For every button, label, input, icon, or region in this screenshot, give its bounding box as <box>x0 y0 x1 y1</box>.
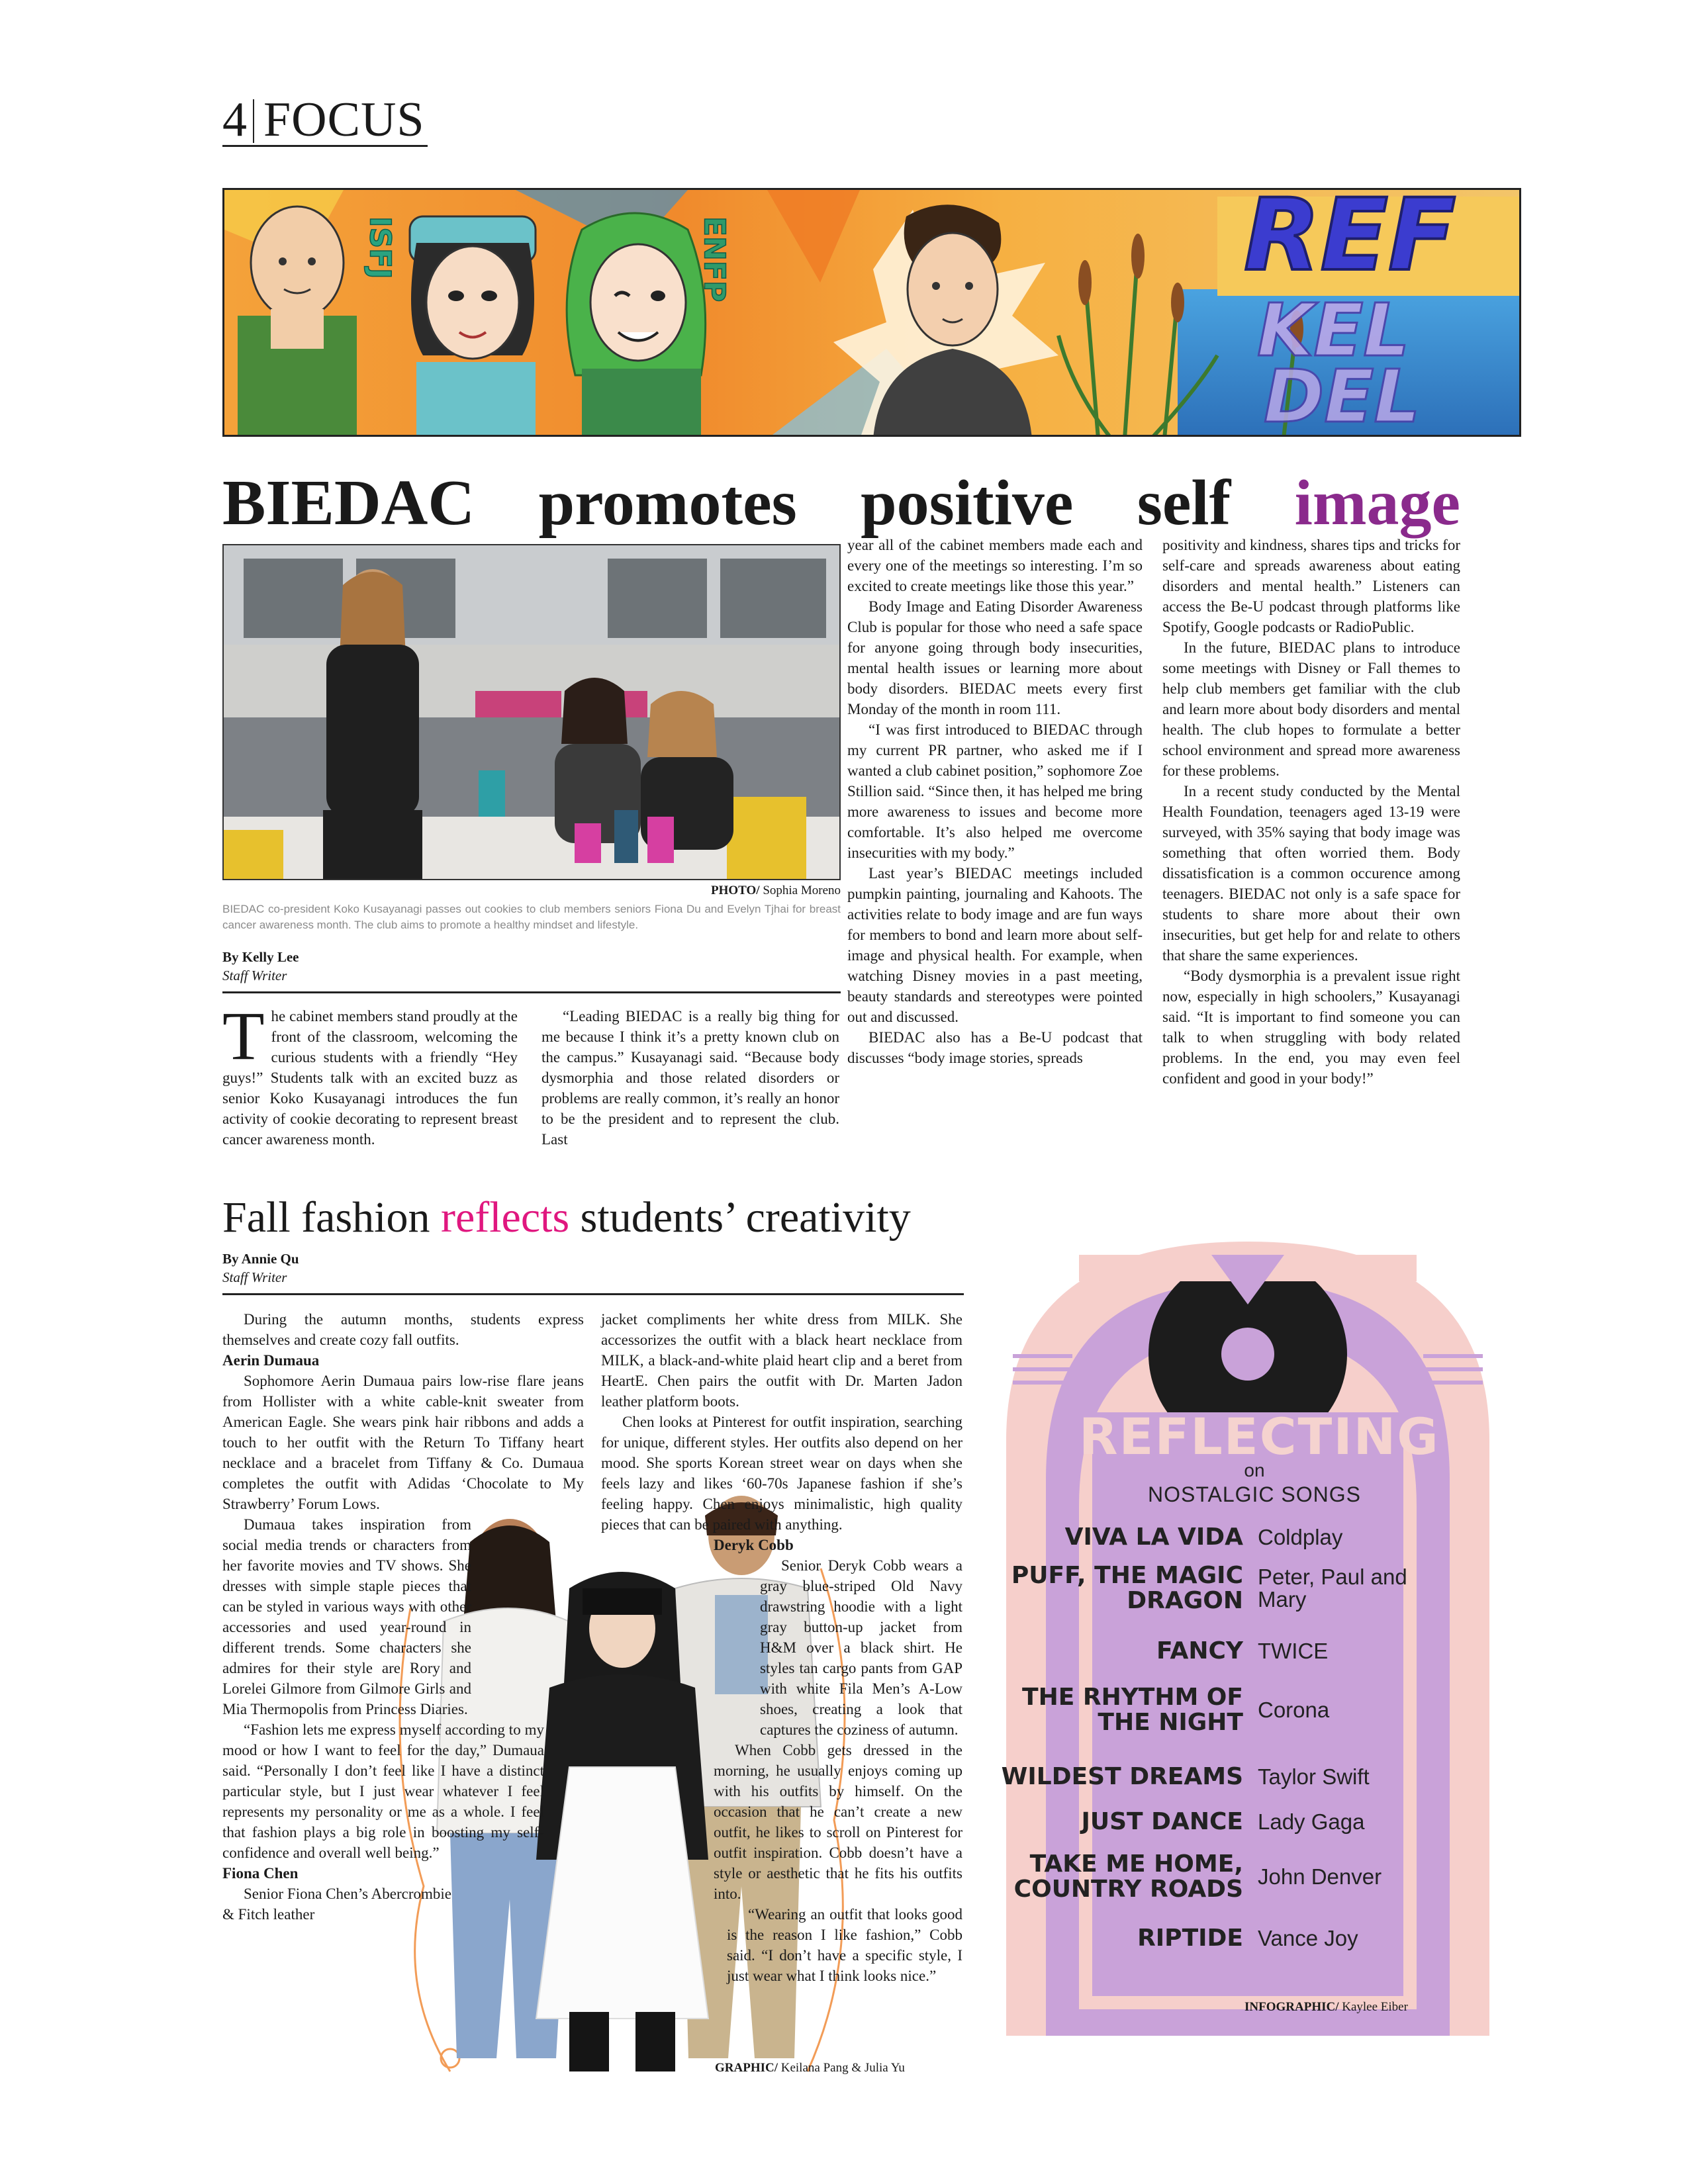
song-title: VIVA LA VIDA <box>1064 1524 1243 1551</box>
headline-word: self <box>1137 467 1231 539</box>
graphic-credit: GRAPHIC/ Keilana Pang & Julia Yu <box>715 2061 905 2075</box>
section-name: FOCUS <box>263 93 425 147</box>
subhead-fiona: Fiona Chen <box>222 1865 299 1882</box>
subhead-deryk: Deryk Cobb <box>714 1537 794 1553</box>
song-artist: Peter, Paul and Mary <box>1258 1565 1407 1612</box>
banner-label-isfj: ISFJ <box>363 216 397 279</box>
photo-credit: PHOTO/ Sophia Moreno <box>711 884 841 897</box>
song-artist: Taylor Swift <box>1258 1764 1370 1789</box>
section-header <box>222 93 428 147</box>
song-title: WILDEST DREAMS <box>1001 1763 1243 1790</box>
article1-column-2: “Leading BIEDAC is a really big thing for me because I think it’s a pretty known club on the campus.” Kusayanagi said. “Because body dysmorphia and those related disorders or problems are really common, it’s really an honor to be the president and to represent the club. Last <box>541 1008 839 1148</box>
article2-column-1: During the autumn months, students express themselves and create cozy fall outfits. Aerin Dumaua Sophomore Aerin Dumaua pairs low-rise flare jeans from Hollister with a white cable-knit sweater from American Eagle. She wears pink hair ribbons and adds a touch to her outfit with the Return To Tiffany heart necklace and a bracelet from Tiffany & Co. Dumaua completes the outfit with Adidas ‘Chocolate to My Strawberry’ Forum Lows. Dumaua takes inspiration from social media trends or characters from her favorite movies and TV shows. She dresses with simple staple pieces that can be styled in various ways with other accessories and used year-round in different trends. Some characters she admires for their style are Rory and Lorelei Gilmore from Gilmore Girls and Mia Thermopolis from Princess Diaries. “Fashion lets me express myself according to my mood or how I want to feel for the day,” Dumaua said. “Personally I don’t feel like I have a distinct particular style, but I just wear whatever I feel represents my personality or me as a whole. I feel that fashion plays a big role in boosting my self-confidence and overall well being.” Fiona Chen Senior Fiona Chen’s Abercrombie & Fitch leather <box>222 1311 584 1923</box>
song-artist: TWICE <box>1258 1639 1329 1663</box>
infographic-subtitle: NOSTALGIC SONGS <box>1147 1482 1361 1506</box>
article1-column-4: positivity and kindness, shares tips and tricks for self-care and spreads awareness about eating disorders and mental health.” Listeners can access the Be-U podcast through platforms like Spotify, Google podcasts or RadioPublic. In the future, BIEDAC plans to introduce some meetings with Disney or Fall themes to help club members get familiar with the club and learn more about body disorders and mental health. The club hopes to formulate a better school environment and spread more awareness for these problems. In a recent study conducted by the Mental Health Foundation, teenagers aged 13-19 were surveyed, with 35% saying that body image was something that often worried them. Body dissatisfication is a common occurence among teenagers. BIEDAC not only is a safe space for students to share more about their own insecurities, but get help for and relate to others that share the same experiences. “Body dysmorphia is a prevalent issue right now, especially in high schoolers,” Kusayanagi said. “It is important to find someone you can talk to when struggling with body related problems. In the end, you may even feel confident and good in your body!” <box>1162 537 1460 1087</box>
byline-name: By Annie Qu <box>222 1251 299 1267</box>
song-title: TAKE ME HOME, COUNTRY ROADS <box>1013 1850 1243 1903</box>
song-artist: Coldplay <box>1258 1525 1343 1549</box>
banner-person-2 <box>410 216 536 437</box>
headline-word: positive <box>861 467 1074 539</box>
song-row <box>993 1639 1503 1664</box>
headline-accent-word: image <box>1294 467 1460 539</box>
song-artist: Lady Gaga <box>1258 1809 1365 1834</box>
song-row <box>993 1563 1503 1614</box>
banner-illustration <box>222 188 1521 437</box>
banner-word-2: KEL <box>1257 288 1410 373</box>
byline-role: Staff Writer <box>222 1269 287 1285</box>
song-title: PUFF, THE MAGIC DRAGON <box>1011 1562 1243 1614</box>
article-photo <box>222 544 841 880</box>
infographic-on: on <box>1244 1460 1265 1480</box>
headline-fall-fashion: Fall fashion reflects students’ creativity <box>222 1193 911 1242</box>
banner-person-1 <box>238 206 357 437</box>
infographic-credit: INFOGRAPHIC/ Kaylee Eiber <box>1244 2000 1408 2014</box>
byline-name: By Kelly Lee <box>222 949 299 965</box>
page-number: 4 <box>222 93 247 147</box>
song-row <box>993 1685 1503 1735</box>
infographic-title: REFLECTING <box>1079 1407 1440 1466</box>
header-divider <box>253 99 254 143</box>
song-artist: John Denver <box>1258 1864 1382 1889</box>
dropcap: T <box>222 998 265 1074</box>
jukebox-infographic <box>993 1242 1503 2036</box>
subhead-aerin: Aerin Dumaua <box>222 1352 320 1369</box>
song-row <box>993 1525 1503 1550</box>
song-artist: Vance Joy <box>1258 1926 1358 1950</box>
song-artist: Corona <box>1258 1698 1330 1722</box>
headline-biedac <box>222 463 1460 543</box>
banner-drawing <box>224 190 1521 437</box>
article1-column-3: year all of the cabinet members made each and every one of the meetings so interesting. I’m so excited to create meetings like those this year.” Body Image and Eating Disorder Awareness Club is popular for those who need a safe space for anyone going through body insecurities, mental health issues or learning more about body disorders. BIEDAC meets every first Monday of the month in room 111. “I was first introduced to BIEDAC through my current PR partner, who asked me if I wanted a club cabinet position,” sophomore Zoe Stillion said. “Since then, it has helped me bring more awareness to issues and become more comfortable. It’s also helped me overcome insecurities with my body.” Last year’s BIEDAC meetings included pumpkin painting, journaling and Kahoots. The activities relate to body image and are fun ways for members to bond and learn more about self-image and physical health. For example, when watching Disney movies in a past meeting, beauty standards and stereotypes were pointed out and discussed. BIEDAC also has a Be-U podcast that discusses “body image stories, spreads <box>847 537 1143 1066</box>
banner-person-3 <box>567 213 706 437</box>
headline-word: BIEDAC <box>222 467 475 539</box>
byline-kelly-lee <box>222 948 841 993</box>
song-row <box>993 1764 1503 1790</box>
song-row <box>993 1852 1503 1902</box>
banner-word-1: REF <box>1244 190 1456 293</box>
article1-column-1: The cabinet members stand proudly at the front of the classroom, welcoming the curious students with a friendly “Hey guys!” Students talk with an excited buzz as senior Koko Kusayanagi introduces the fun activity of cookie decorating to represent breast cancer awareness month. <box>222 998 518 1148</box>
song-title: JUST DANCE <box>1081 1808 1243 1835</box>
banner-label-enfp: ENFP <box>697 216 731 302</box>
article2-column-2: jacket compliments her white dress from MILK. She accessorizes the outfit with a black heart necklace from MILK, a black-and-white plaid heart clip and a beret from HeartE. Chen pairs the outfit with Dr. Marten Jadon leather platform boots. Chen looks at Pinterest for outfit inspiration, searching for unique, different styles. Her outfits also depend on her mood. She sports Korean street wear on days when she feels lazy and likes ‘60-70s Japanese fashion if she’s feeling happy. Chen enjoys minimalistic, high quality pieces that can be paired with anything. Deryk Cobb Senior Deryk Cobb wears a gray blue-striped Old Navy drawstring hoodie with a light gray button-up jacket from H&M over a black shirt. He styles tan cargo pants from GAP with white Fila Men’s A-Low shoes, creating a look that captures the coziness of autumn. When Cobb gets dressed in the morning, he usually enjoys coming up with his outfits by himself. On the occasion that he can’t create a new outfit, he likes to scroll on Pinterest for outfit inspiration. Cobb doesn’t have a style or aesthetic that he fits his outfits into. “Wearing an outfit that looks good is the reason I like fashion,” Cobb said. “I don’t have a specific style, I just wear what I think looks nice.” <box>601 1311 962 1984</box>
song-row <box>993 1926 1503 1951</box>
photo-club-meeting <box>224 545 841 880</box>
banner-word-3: DEL <box>1264 354 1421 437</box>
byline-annie-qu <box>222 1250 964 1295</box>
song-title: RIPTIDE <box>1137 1925 1243 1952</box>
song-title: FANCY <box>1156 1637 1243 1664</box>
headline-word: promotes <box>538 467 797 539</box>
song-title: THE RHYTHM OF THE NIGHT <box>1022 1684 1243 1736</box>
song-row <box>993 1809 1503 1835</box>
photo-caption: BIEDAC co-president Koko Kusayanagi passes out cookies to club members seniors Fiona Du and Evelyn Tjhai for breast cancer awareness month. The club aims to promote a healthy mindset and lifestyle. <box>222 903 841 931</box>
byline-role: Staff Writer <box>222 968 287 983</box>
